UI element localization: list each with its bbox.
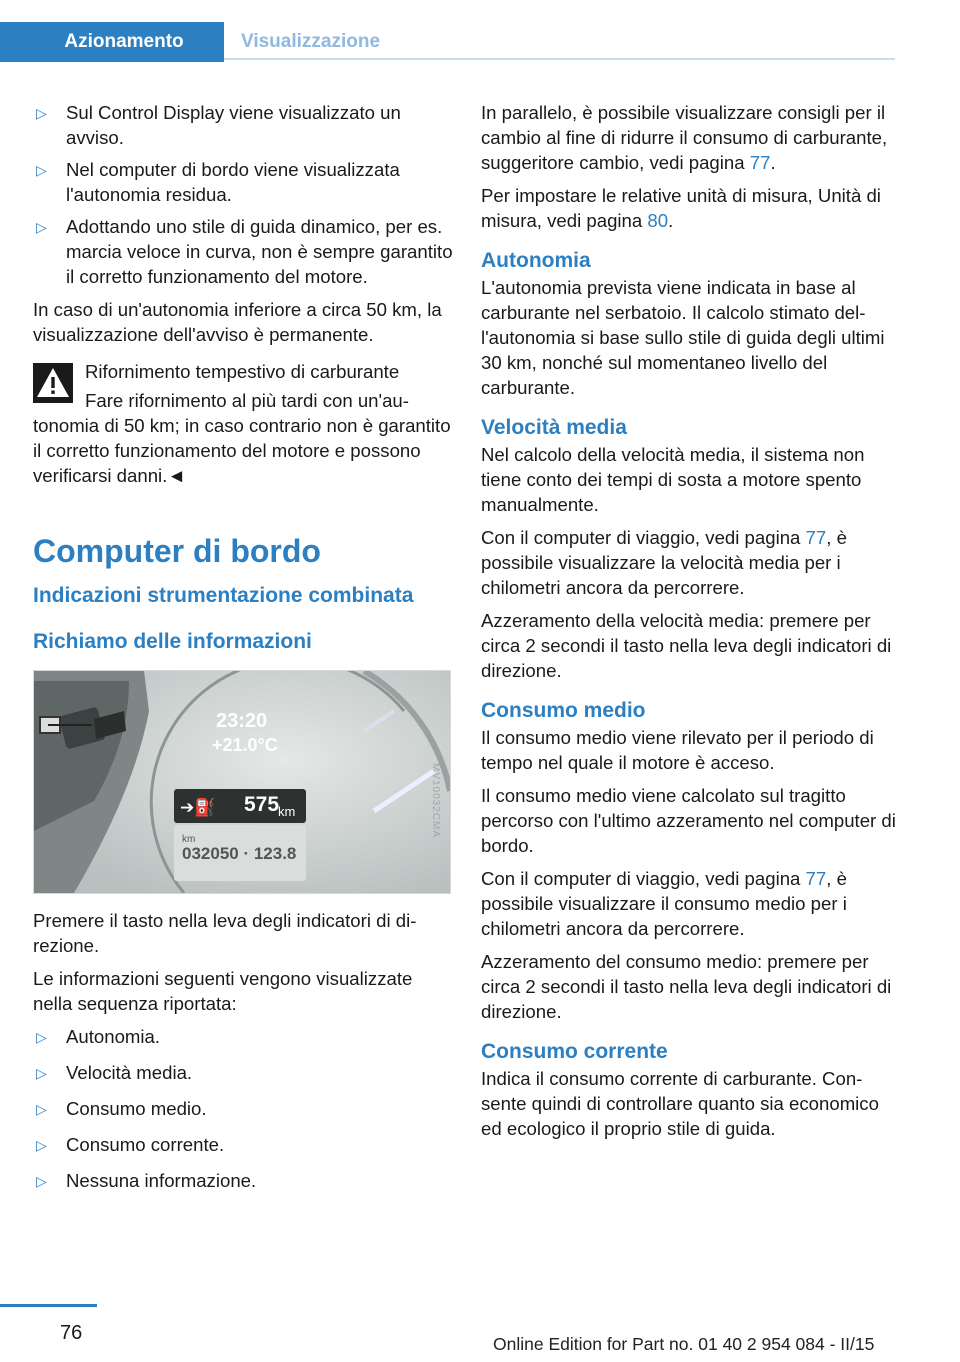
heading-consumo-medio: Consumo medio [481,699,646,722]
triangle-bullet-icon: ▷ [36,1173,47,1189]
heading-velocita-media: Velocità media [481,416,627,439]
page-link-77[interactable]: 77 [749,152,771,173]
cluster-range-value: 575 [244,793,280,816]
triangle-bullet-icon: ▷ [36,162,47,178]
triangle-bullet-icon: ▷ [36,105,47,121]
tab-azionamento[interactable]: Azionamento [0,22,224,62]
warning-triangle-icon [33,363,73,403]
fuel-arrow-icon: ➔⛽ [180,798,216,817]
triangle-bullet-icon: ▷ [36,1137,47,1153]
paragraph-range-warning: In caso di un'autonomia inferiore a circa 50 km, la visualizzazione dell'avviso è permanente. [33,299,442,345]
list-item: ▷ Consumo medio. [33,1096,453,1121]
right-column [481,100,899,1149]
heading-indicazioni: Indicazioni strumentazione combinata [33,584,414,607]
cluster-temperature: +21.0°C [212,735,278,755]
paragraph-sequence: Le informazioni seguenti vengono visualizzate nella sequenza riportata: [33,968,413,1014]
page-number: 76 [60,1322,83,1344]
tab-visualizzazione[interactable]: Visualizzazione [224,22,895,60]
heading-computer-di-bordo: Computer di bordo [33,533,321,569]
triangle-bullet-icon: ▷ [36,1029,47,1045]
list-item: ▷ Autonomia. [33,1024,453,1049]
heading-richiamo: Richiamo delle informazioni [33,630,312,653]
page-link-77[interactable]: 77 [805,868,827,889]
paragraph-units: Per impostare le relative unità di misura, Unità di misura, vedi pagina 80. [481,185,881,231]
instrument-cluster-figure [33,670,451,894]
paragraph-medio-3: Con il computer di viaggio, vedi pagina 77, è possibile visualizzare il consumo medio per i chilometri ancora da percorrere. [481,868,847,939]
list-item: ▷ Sul Control Display viene visualizzato un avviso. [36,102,401,148]
triangle-bullet-icon: ▷ [36,1101,47,1117]
list-item: ▷ Consumo corrente. [33,1132,453,1157]
warning-box [33,359,453,488]
heading-consumo-corrente: Consumo corrente [481,1040,668,1063]
paragraph-velocita-1: Nel calcolo della velocità media, il sistema non tiene conto dei tempi di sosta a motore spento manualmente. [481,444,865,515]
paragraph-medio-4: Azzeramento del consumo medio: premere per circa 2 secondi il tasto nella leva degli indicatori di direzione. [481,951,892,1022]
left-column [33,100,453,1204]
list-item: ▷ Adottando uno stile di guida dinamico, per es. marcia veloce in curva, non è sempre garantito il corretto funzionamento del motore. [36,216,453,287]
list-item: ▷ Nel computer di bordo viene visualizzata l'autonomia residua. [36,159,400,205]
figure-code: MV10032CMA [430,763,441,839]
list-item: ▷ Velocità media. [33,1060,453,1085]
page-link-77[interactable]: 77 [805,527,827,548]
cluster-odo-label: km [182,834,196,845]
paragraph-medio-1: Il consumo medio viene rilevato per il periodo di tempo nel quale il motore è acceso. [481,727,874,773]
footer-edition: Online Edition for Part no. 01 40 2 954 084 - II/15 [493,1334,875,1354]
list-item: ▷ Nessuna informazione. [33,1168,453,1193]
cluster-range-unit: km [278,804,296,819]
paragraph-shift-advice: In parallelo, è possibile visualizzare consigli per il cambio al fine di ridurre il consumo di carburante, suggeritore cambio, vedi pagina 77. [481,102,888,173]
footer-accent-line [0,1304,97,1307]
paragraph-medio-2: Il consumo medio viene calcolato sul tragitto percorso con l'ultimo azzeramento nel computer di bordo. [481,785,896,856]
bullet-list-sequence [33,1024,453,1193]
paragraph-velocita-3: Azzeramento della velocità media: premere per circa 2 secondi il tasto nella leva degli indicatori di direzione. [481,610,892,681]
header-tabs [0,22,895,62]
page-link-80[interactable]: 80 [647,210,669,231]
paragraph-velocita-2: Con il computer di viaggio, vedi pagina 77, è possibile visualizzare la velocità media per i chilometri ancora da percorrere. [481,527,847,598]
paragraph-autonomia: L'autonomia prevista viene indicata in base al carburante nel serbatoio. Il calcolo stimato dell'autonomia si base sullo stile di guida degli ultimi 30 km, nonché sul momentaneo livello del carburante. [481,277,885,398]
bullet-list-warnings [33,100,453,289]
warning-text: Fare rifornimento al più tardi con un'autonomia di 50 km; in caso contrario non è garantito il corretto funzionamento del motore e possono verificarsi danni.◄ [33,390,451,486]
paragraph-corrente: Indica il consumo corrente di carburante. Consente quindi di controllare quanto sia economico ed ecologico il proprio stile di guida. [481,1068,879,1139]
heading-autonomia: Autonomia [481,249,591,272]
warning-title: Rifornimento tempestivo di carburante [85,361,400,382]
paragraph-press: Premere il tasto nella leva degli indicatori di direzione. [33,910,417,956]
cluster-time: 23:20 [216,710,268,732]
triangle-bullet-icon: ▷ [36,219,47,235]
cluster-odometer: 032050 · 123.8 [182,844,297,863]
triangle-bullet-icon: ▷ [36,1065,47,1081]
